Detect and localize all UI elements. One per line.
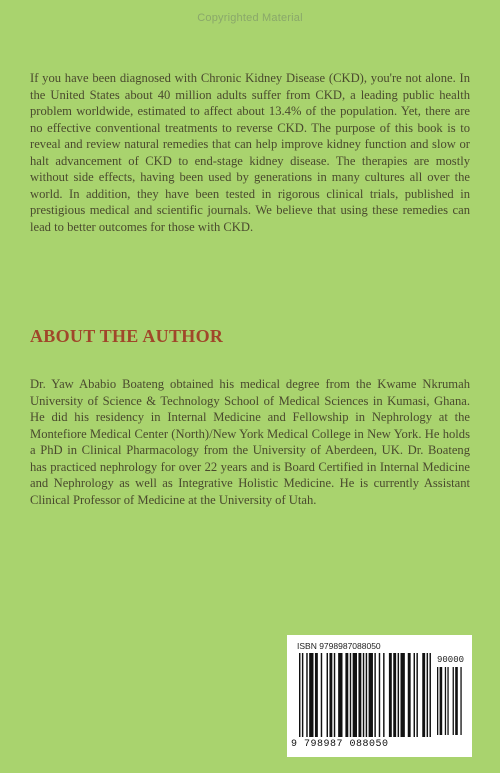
barcode-bars bbox=[299, 653, 431, 739]
copyright-watermark: Copyrighted Material bbox=[197, 12, 303, 24]
isbn-barcode bbox=[287, 635, 472, 757]
isbn-label: ISBN 9798987088050 bbox=[297, 641, 381, 651]
book-blurb: If you have been diagnosed with Chronic Kidney Disease (CKD), you're not alone. In the United States about 40 million adults suffer from CKD, a leading public health problem worldwide, estimated to affect about 13.4% of the population. Yet, there are no effective conventional treatments to reverse CKD. The purpose of this book is to reveal and review natural remedies that can help improve kidney function and slow or halt advancement of CKD to end-stage kidney disease. The therapies are mostly without side effects, having been used by generations in many cultures all over the world. In addition, they have been tested in rigorous clinical trials, published in prestigious medical and scientific journals. We believe that using these remedies can lead to better outcomes for those with CKD. bbox=[30, 71, 470, 234]
about-author-heading: ABOUT THE AUTHOR bbox=[30, 326, 224, 346]
addon-barcode-bars bbox=[437, 667, 467, 737]
price-code: 90000 bbox=[437, 655, 465, 665]
author-bio: Dr. Yaw Ababio Boateng obtained his medical degree from the Kwame Nkrumah University of Science & Technology School of Medical Sciences in Kumasi, Ghana. He did his residency in Internal Medicine and Fellowship in Nephrology at the Montefiore Medical Center (North)/New York Medical College in New York. He holds a PhD in Clinical Pharmacology from the University of Aberdeen, UK. Dr. Boateng has practiced nephrology for over 22 years and is Board Certified in Internal Medicine and Nephrology as well as Integrative Holistic Medicine. He is currently Assistant Clinical Professor of Medicine at the University of Utah. bbox=[30, 377, 470, 507]
barcode-digits: 9 798987 088050 bbox=[291, 739, 389, 750]
